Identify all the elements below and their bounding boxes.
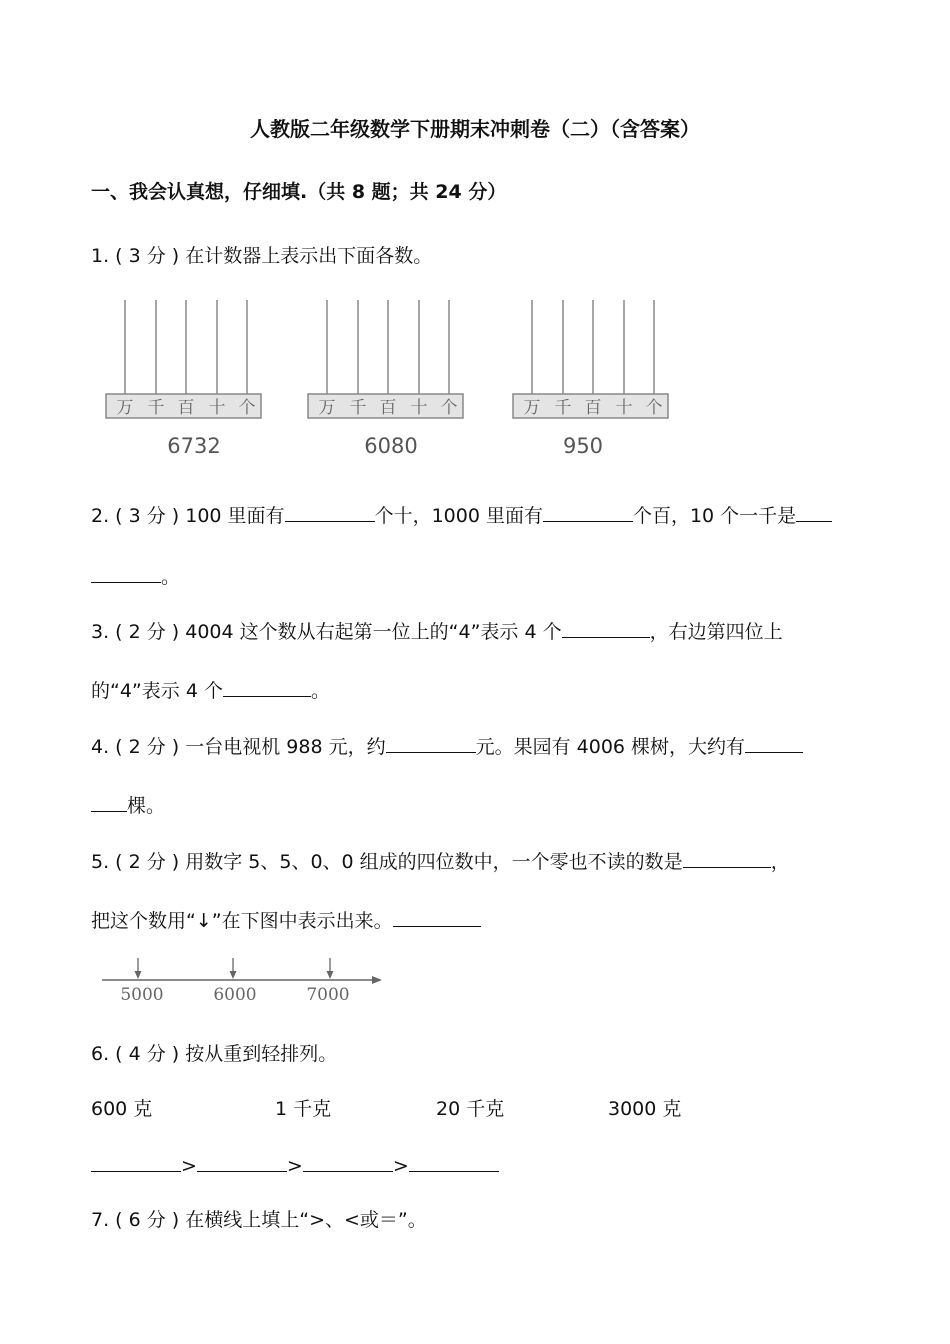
question-text: 个百，10 个一千是 [632, 505, 797, 527]
tick-label: 5000 [120, 985, 164, 1005]
abacus-3 [511, 296, 671, 466]
answer-blank[interactable] [223, 678, 311, 697]
question-7 [91, 1208, 427, 1232]
weight-item: 3000 克 [608, 1098, 682, 1120]
place-label: 万 [523, 398, 541, 418]
abacus-1 [104, 296, 264, 466]
question-5 [91, 849, 790, 874]
question-text: 。 [161, 566, 181, 588]
question-number: 5. ( 2 分 ) [91, 851, 180, 873]
question-text: ， [770, 851, 790, 873]
answer-blank[interactable] [562, 619, 650, 638]
abacus-number: 950 [562, 434, 604, 458]
question-text: 棵。 [127, 795, 166, 817]
question-2-continued [91, 564, 180, 589]
place-label: 百 [584, 398, 602, 418]
abacus-number: 6080 [364, 434, 418, 458]
arrow-tip-icon [135, 971, 142, 979]
answer-blank[interactable] [285, 503, 375, 522]
question-text: 元。果园有 4006 棵树，大约有 [475, 736, 746, 758]
question-text: 的“4”表示 4 个 [91, 680, 223, 702]
arrow-tip-icon [230, 971, 237, 979]
answer-blank[interactable] [683, 849, 771, 868]
question-6 [91, 1042, 337, 1066]
question-text: 在计数器上表示出下面各数。 [185, 245, 433, 267]
weight-item: 600 克 [91, 1098, 153, 1120]
place-label: 百 [379, 398, 397, 418]
place-label: 百 [177, 398, 195, 418]
question-text: 一台电视机 988 元，约 [185, 736, 386, 758]
question-number: 2. ( 3 分 ) [91, 505, 180, 527]
greater-than-sign: > [181, 1155, 197, 1177]
answer-blank[interactable] [796, 503, 832, 522]
place-label: 个 [645, 398, 663, 418]
place-label: 十 [615, 398, 633, 418]
axis-arrowhead-icon [372, 976, 382, 984]
weight-item: 1 千克 [275, 1098, 332, 1120]
question-text: 。 [310, 680, 330, 702]
question-text: 用数字 5、5、0、0 组成的四位数中，一个零也不读的数是 [185, 851, 683, 873]
question-text: 在横线上填上“>、<或＝”。 [185, 1209, 427, 1231]
question-2 [91, 503, 832, 528]
question-4 [91, 734, 803, 759]
place-label: 十 [208, 398, 226, 418]
question-5-continued [91, 908, 481, 933]
greater-than-sign: > [286, 1155, 303, 1177]
question-text: 4004 这个数从右起第一位上的“4”表示 4 个 [185, 621, 562, 643]
question-number: 1. ( 3 分 ) [91, 245, 180, 267]
question-text: 100 里面有 [185, 505, 285, 527]
page-title: 人教版二年级数学下册期末冲刺卷（二）（含答案） [250, 117, 700, 141]
answer-blank[interactable] [745, 734, 803, 753]
question-number: 3. ( 2 分 ) [91, 621, 180, 643]
question-1 [91, 244, 432, 268]
answer-blank[interactable] [91, 564, 161, 583]
question-3-continued [91, 678, 330, 703]
section-heading: 一、我会认真想，仔细填.（共 8 题；共 24 分） [91, 181, 507, 203]
question-text: 把这个数用“↓”在下图中表示出来。 [91, 910, 393, 932]
answer-blank[interactable] [303, 1153, 393, 1172]
question-text: 个十，1000 里面有 [374, 505, 543, 527]
number-line [98, 954, 388, 1006]
answer-blank[interactable] [409, 1153, 499, 1172]
answer-blank[interactable] [197, 1153, 287, 1172]
abacus-2 [306, 296, 466, 466]
answer-blank[interactable] [393, 908, 481, 927]
place-label: 千 [554, 398, 572, 418]
place-label: 万 [116, 398, 134, 418]
place-label: 个 [238, 398, 256, 418]
weight-list [91, 1097, 791, 1121]
place-label: 千 [147, 398, 165, 418]
greater-than-sign: > [392, 1155, 409, 1177]
place-label: 十 [410, 398, 428, 418]
question-number: 7. ( 6 分 ) [91, 1209, 180, 1231]
question-4-continued [91, 793, 165, 818]
place-label: 万 [318, 398, 336, 418]
arrow-tip-icon [327, 971, 334, 979]
answer-blank[interactable] [543, 503, 633, 522]
question-number: 6. ( 4 分 ) [91, 1043, 180, 1065]
ordering-answer [91, 1153, 499, 1178]
tick-label: 6000 [213, 985, 257, 1005]
answer-blank[interactable] [91, 1153, 181, 1172]
question-text: ，右边第四位上 [649, 621, 783, 643]
weight-item: 20 千克 [436, 1098, 505, 1120]
place-label: 千 [349, 398, 367, 418]
place-label: 个 [440, 398, 458, 418]
question-3 [91, 619, 783, 644]
abacus-number: 6732 [167, 434, 221, 458]
question-text: 按从重到轻排列。 [185, 1043, 338, 1065]
answer-blank[interactable] [91, 793, 127, 812]
question-number: 4. ( 2 分 ) [91, 736, 180, 758]
answer-blank[interactable] [386, 734, 476, 753]
tick-label: 7000 [306, 985, 350, 1005]
